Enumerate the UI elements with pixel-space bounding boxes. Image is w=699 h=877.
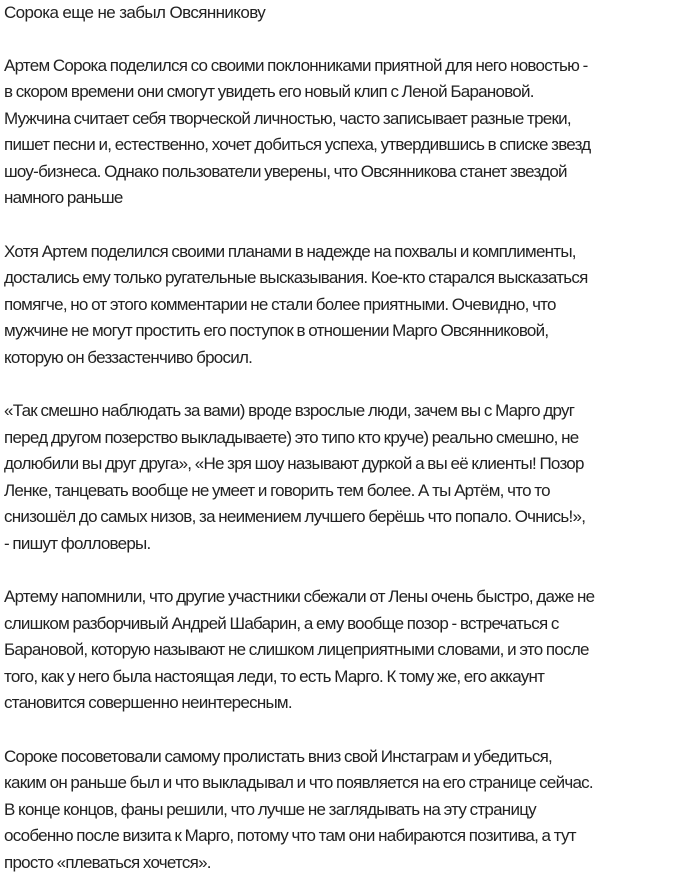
text-line: в скором времени они смогут увидеть его новый клип с Леной Барановой.	[4, 82, 534, 102]
text-line: которую он беззастенчиво бросил.	[4, 347, 253, 367]
text-line: помягче, но от этого комментарии не стали более приятными. Очевидно, что	[4, 294, 556, 314]
text-line: Мужчина считает себя творческой личностью, часто записывает разные треки,	[4, 108, 571, 128]
paragraph-2	[4, 212, 699, 371]
paragraph-3-quote	[4, 372, 699, 558]
text-line: Артем Сорока поделился со своими поклонниками приятной для него новостью -	[4, 55, 588, 75]
text-line: особенно после визита к Марго, потому что там они набираются позитива, а тут	[4, 826, 576, 846]
paragraph-4	[4, 558, 699, 717]
text-line: долюбили вы друг друга», «Не зря шоу называют дуркой а вы её клиенты! Позор	[4, 454, 584, 474]
text-line: «Так смешно наблюдать за вами) вроде взрослые люди, зачем вы с Марго друг	[4, 401, 575, 421]
text-line: достались ему только ругательные высказывания. Кое-кто старался высказаться	[4, 268, 588, 288]
text-line: шоу-бизнеса. Однако пользователи уверены, что Овсянникова станет звездой	[4, 161, 567, 181]
text-line: снизошёл до самых низов, за неимением лучшего берёшь что попало. Очнись!»,	[4, 507, 586, 527]
text-line: перед другом позерство выкладываете) это типо кто круче) реально смешно, не	[4, 427, 579, 447]
text-line: просто «плеваться хочется».	[4, 852, 211, 872]
article-title: Сорока еще не забыл Овсянникову	[4, 3, 266, 22]
text-line: Хотя Артем поделился своими планами в надежде на похвалы и комплименты,	[4, 241, 576, 261]
text-line: - пишут фолловеры.	[4, 534, 151, 553]
text-line: пишет песни и, естественно, хочет добиться успеха, утвердившись в списке звезд	[4, 135, 591, 155]
text-line: Ленке, танцевать вообще не умеет и говорить тем более. А ты Артём, что то	[4, 480, 550, 500]
text-line: В конце концов, фаны решили, что лучше не заглядывать на эту страницу	[4, 799, 536, 819]
text-line: становится совершенно неинтересным.	[4, 693, 292, 713]
text-line: слишком разборчивый Андрей Шабарин, а ему вообще позор - встречаться с	[4, 613, 559, 633]
article	[4, 0, 699, 877]
text-line: намного раньше	[4, 188, 123, 208]
text-line: Барановой, которую называют не слишком лицеприятными словами, и это после	[4, 640, 589, 660]
text-line: мужчине не могут простить его поступок в отношении Марго Овсянниковой,	[4, 321, 549, 341]
paragraph-1	[4, 26, 699, 212]
paragraph-5	[4, 717, 699, 876]
text-line: Артему напомнили, что другие участники сбежали от Лены очень быстро, даже не	[4, 587, 595, 607]
text-line: того, как у него была настоящая леди, то есть Марго. К тому же, его аккаунт	[4, 666, 545, 686]
text-line: Сороке посоветовали самому пролистать вниз свой Инстаграм и убедиться,	[4, 746, 553, 766]
text-line: каким он раньше был и что выкладывал и что появляется на его странице сейчас.	[4, 773, 593, 793]
